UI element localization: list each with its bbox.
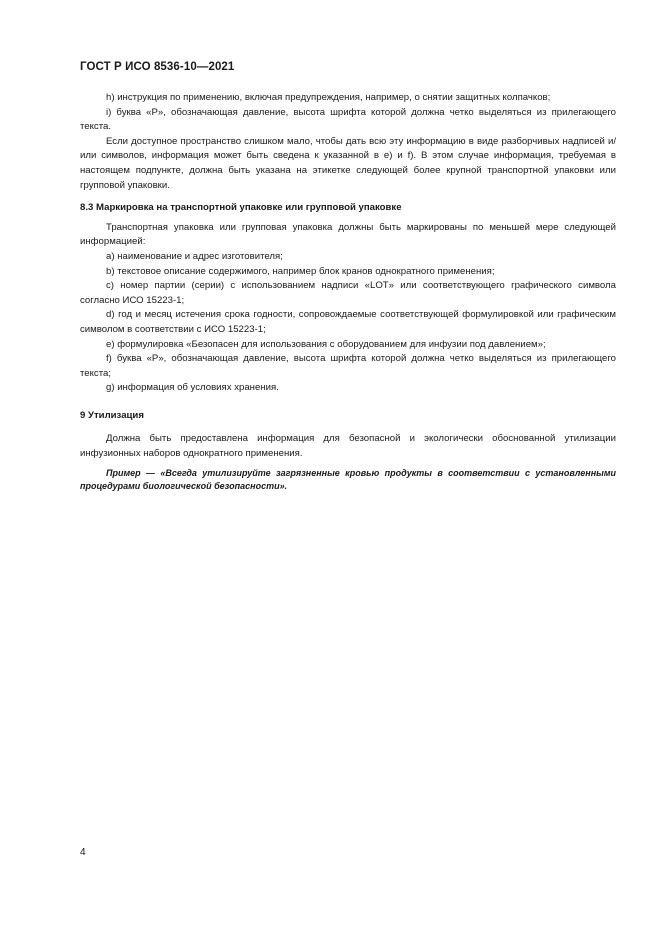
list-item-i: i) буква «P», обозначающая давление, высота шрифта которой должна четко выделяться из прилегающего текста. <box>80 106 616 133</box>
list-item-b: b) текстовое описание содержимого, например блок кранов однократного применения; <box>106 265 495 277</box>
list-item-d: d) год и месяц истечения срока годности, сопровождаемые соответствующей формулировкой или графическим символом в соответствии с ИСО 15223-1; <box>80 309 616 335</box>
space-note-paragraph: Если доступное пространство слишком мало, чтобы дать всю эту информацию в виде разборчивых надписей и/или символов, информация может быть сведена к указанной в e) и f). В этом случае информация, требуемая в настоящем подпункте, должна быть указана на этикетке следующей более крупной транспортной упаковки или групповой упаковки. <box>80 135 616 191</box>
list-item-c: c) номер партии (серии) с использованием надписи «LOT» или соответствующего графического символа согласно ИСО 15223-1; <box>80 280 616 306</box>
section-9-body: Должна быть предоставлена информация для безопасной и экологически обоснованной утилизации инфузионных наборов однократного применения. <box>80 433 616 460</box>
document-code: ГОСТ Р ИСО 8536-10—2021 <box>80 61 235 73</box>
list-item-a: a) наименование и адрес изготовителя; <box>106 250 283 262</box>
subsection-8-3-heading: 8.3 Маркировка на транспортной упаковке или групповой упаковке <box>80 202 402 214</box>
page-number: 4 <box>80 847 86 858</box>
list-item-e: e) формулировка «Безопасен для использования с оборудованием для инфузии под давлением»; <box>106 338 546 350</box>
page-content <box>80 91 616 494</box>
list-item-f: f) буква «P», обозначающая давление, высота шрифта которой должна четко выделяться из прилегающего текста; <box>80 353 616 379</box>
list-item-h: h) инструкция по применению, включая предупреждения, например, о снятии защитных колпачков; <box>106 92 551 103</box>
list-item-g: g) информация об условиях хранения. <box>106 382 279 394</box>
section-9-heading: 9 Утилизация <box>80 409 144 421</box>
section-9-example: Пример — «Всегда утилизируйте загрязненные кровью продукты в соответствии с установленными процедурами биологической безопасности». <box>80 467 616 492</box>
subsection-8-3-intro: Транспортная упаковка или групповая упаковка должны быть маркированы по меньшей мере следующей информацией: <box>80 221 616 248</box>
